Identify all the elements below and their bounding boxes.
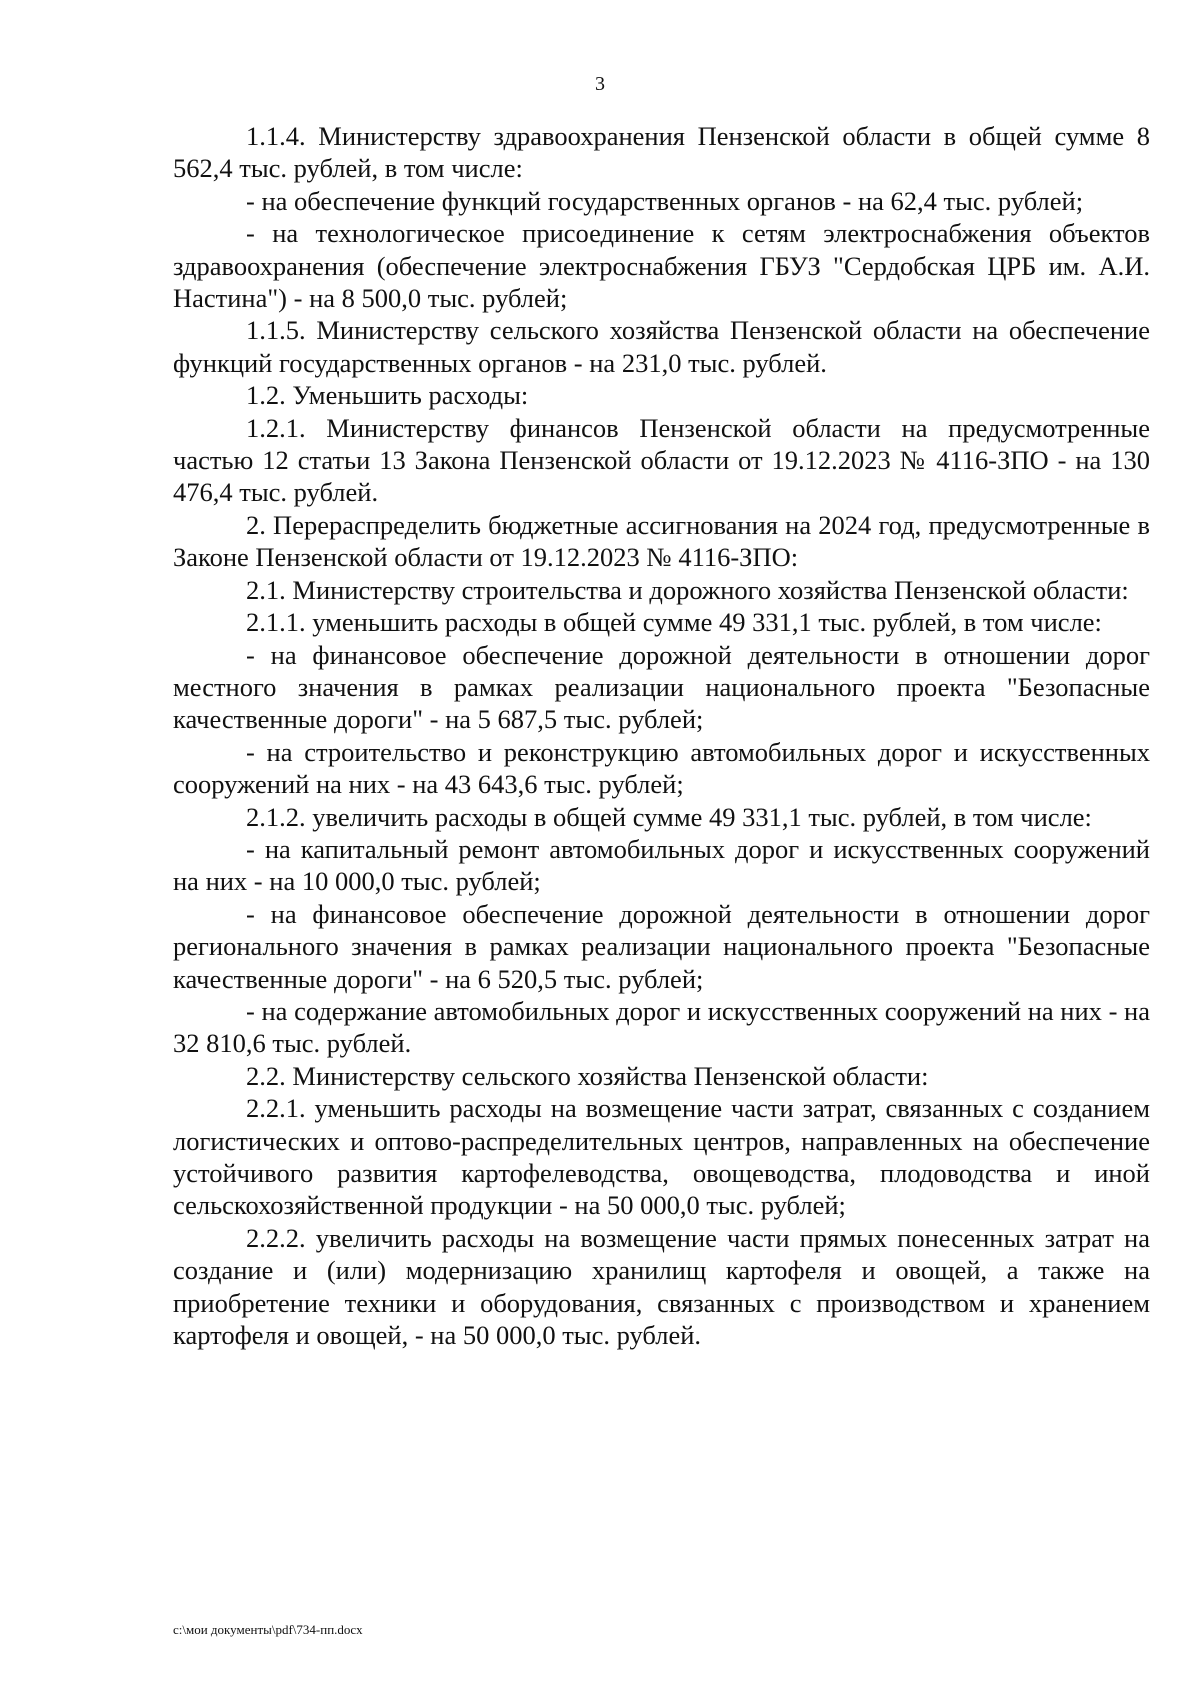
paragraph-2-2-2: 2.2.2. увеличить расходы на возмещение части прямых понесенных затрат на создание и (или) модернизацию хранилищ картофеля и овощей, а также на приобретение техники и оборудования, связанных с производством и хранением картофеля и овощей, - на 50 000,0 тыс. рублей.	[173, 1222, 1150, 1351]
paragraph-1-2-1: 1.2.1. Министерству финансов Пензенской области на предусмотренные частью 12 статьи 13 Закона Пензенской области от 19.12.2023 № 4116-ЗПО - на 130 476,4 тыс. рублей.	[173, 412, 1150, 508]
list-item-regional-roads: - на финансовое обеспечение дорожной деятельности в отношении дорог регионального значения в рамках реализации национального проекта "Безопасные качественные дороги" - на 6 520,5 тыс. рублей;	[173, 898, 1150, 994]
list-item-capital-repair: - на капитальный ремонт автомобильных дорог и искусственных сооружений на них - на 10 000,0 тыс. рублей;	[173, 833, 1150, 897]
paragraph-2-2: 2.2. Министерству сельского хозяйства Пензенской области:	[246, 1060, 929, 1091]
paragraph-2-1-2: 2.1.2. увеличить расходы в общей сумме 49 331,1 тыс. рублей, в том числе:	[246, 801, 1092, 832]
list-item-road-construction: - на строительство и реконструкцию автомобильных дорог и искусственных сооружений на них - на 43 643,6 тыс. рублей;	[173, 736, 1150, 800]
list-item-functions-gov-bodies: - на обеспечение функций государственных органов - на 62,4 тыс. рублей;	[246, 185, 1084, 216]
paragraph-1-2: 1.2. Уменьшить расходы:	[246, 380, 529, 411]
paragraph-2-1: 2.1. Министерству строительства и дорожного хозяйства Пензенской области:	[246, 574, 1129, 605]
list-item-tech-connection: - на технологическое присоединение к сетям электроснабжения объектов здравоохранения (обеспечение электроснабжения ГБУЗ "Сердобская ЦРБ им. А.И. Настина") - на 8 500,0 тыс. рублей;	[173, 218, 1150, 314]
paragraph-2: 2. Перераспределить бюджетные ассигнования на 2024 год, предусмотренные в Законе Пензенской области от 19.12.2023 № 4116-ЗПО:	[173, 509, 1150, 573]
page-number: 3	[595, 73, 605, 95]
document-body	[173, 120, 1150, 1351]
paragraph-2-2-1: 2.2.1. уменьшить расходы на возмещение части затрат, связанных с созданием логистических и оптово-распределительных центров, направленных на обеспечение устойчивого развития картофелеводства, овощеводства, плодоводства и иной сельскохозяйственной продукции - на 50 000,0 тыс. рублей;	[173, 1093, 1150, 1221]
footer-file-path: c:\мои документы\pdf\734-пп.docx	[173, 1622, 363, 1637]
paragraph-2-1-1: 2.1.1. уменьшить расходы в общей сумме 49 331,1 тыс. рублей, в том числе:	[246, 607, 1102, 638]
list-item-road-maintenance: - на содержание автомобильных дорог и искусственных сооружений на них - на 32 810,6 тыс. рублей.	[173, 995, 1150, 1059]
list-item-local-roads: - на финансовое обеспечение дорожной деятельности в отношении дорог местного значения в рамках реализации национального проекта "Безопасные качественные дороги" - на 5 687,5 тыс. рублей;	[173, 639, 1150, 735]
paragraph-1-1-4: 1.1.4. Министерству здравоохранения Пензенской области в общей сумме 8 562,4 тыс. рублей, в том числе:	[173, 121, 1150, 184]
paragraph-1-1-5: 1.1.5. Министерству сельского хозяйства Пензенской области на обеспечение функций государственных органов - на 231,0 тыс. рублей.	[173, 315, 1150, 378]
